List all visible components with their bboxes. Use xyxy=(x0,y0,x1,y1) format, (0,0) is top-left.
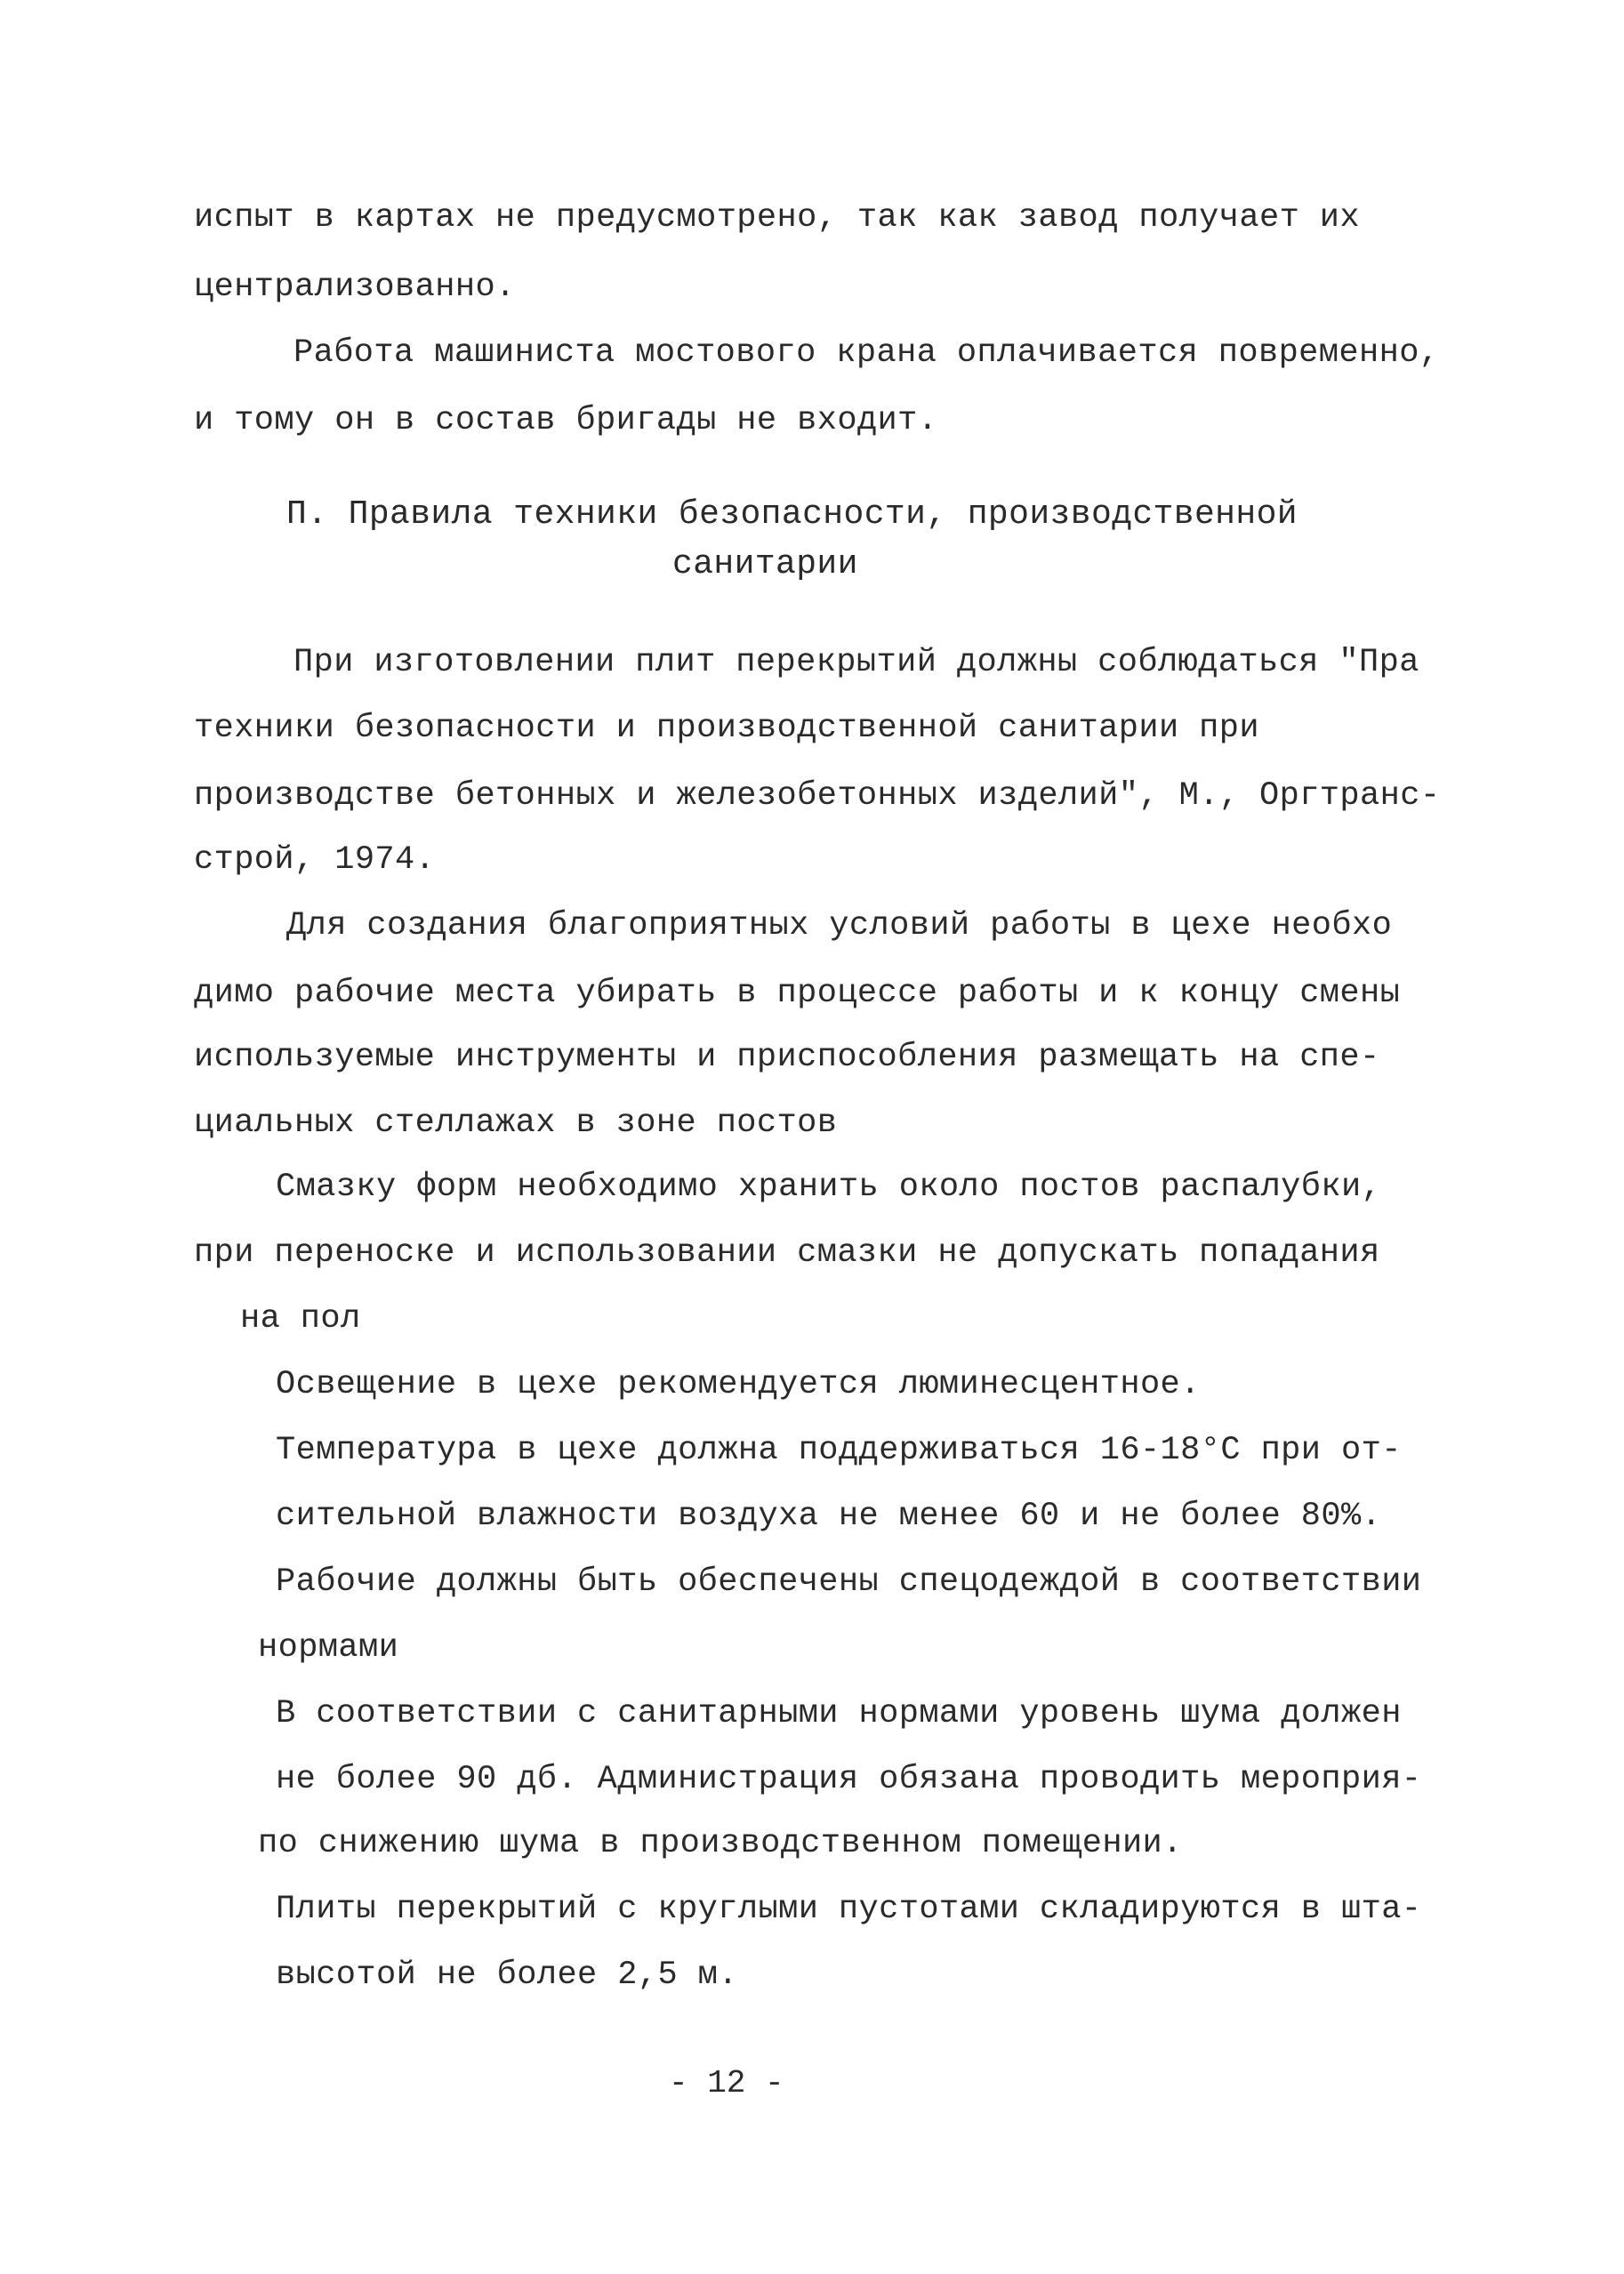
text-line: при переноске и использовании смазки не допускать попадания xyxy=(194,1234,1380,1272)
text-line: Для создания благоприятных условий работы в цехе необхо xyxy=(286,907,1393,944)
text-line: При изготовлении плит перекрытий должны соблюдаться "Пра xyxy=(293,644,1419,681)
text-line: Плиты перекрытий с круглыми пустотами складируются в шта- xyxy=(276,1891,1422,1928)
text-line: производстве бетонных и железобетонных изделий", М., Оргтранс- xyxy=(194,777,1441,815)
text-line: на пол xyxy=(240,1300,361,1338)
text-line: нормами xyxy=(258,1629,399,1667)
text-line: Рабочие должны быть обеспечены спецодеждой в соответствии xyxy=(276,1563,1422,1601)
text-line: строй, 1974. xyxy=(194,841,436,879)
text-line: сительной влажности воздуха не менее 60 и не более 80%. xyxy=(276,1498,1382,1535)
text-line: испыт в картах не предусмотрено, так как завод получает их xyxy=(194,199,1361,237)
text-line: В соответствии с санитарными нормами уровень шума должен xyxy=(276,1695,1402,1732)
section-heading: П. Правила техники безопасности, производственной xyxy=(286,495,1298,534)
page-number: - 12 - xyxy=(669,2065,784,2101)
text-line: Работа машиниста мостового крана оплачивается повременно, xyxy=(293,334,1440,372)
text-line: Температура в цехе должна поддерживаться 16-18°С при от- xyxy=(276,1432,1402,1469)
text-line: высотой не более 2,5 м. xyxy=(276,1957,738,1994)
text-line: по снижению шума в производственном помещении. xyxy=(258,1825,1183,1862)
text-line: техники безопасности и производственной санитарии при xyxy=(194,710,1259,747)
text-line: централизованно. xyxy=(194,269,516,306)
text-line: димо рабочие места убирать в процессе работы и к концу смены xyxy=(194,975,1401,1012)
text-line: Смазку форм необходимо хранить около постов распалубки, xyxy=(276,1169,1382,1206)
text-line: и тому он в состав бригады не входит. xyxy=(194,402,938,439)
text-line: не более 90 дб. Администрация обязана проводить мероприя- xyxy=(276,1761,1422,1798)
text-line: используемые инструменты и приспособления размещать на спе- xyxy=(194,1039,1380,1076)
text-line: Освещение в цехе рекомендуется люминесцентное. xyxy=(276,1366,1201,1403)
section-heading: санитарии xyxy=(672,545,858,583)
text-line: циальных стеллажах в зоне постов xyxy=(194,1105,838,1142)
